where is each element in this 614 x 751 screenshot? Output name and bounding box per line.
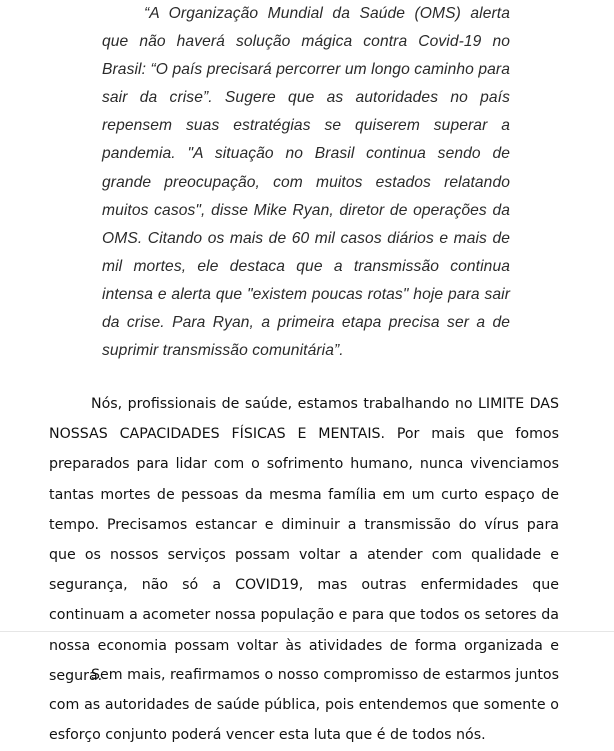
body-paragraph-health-professionals: Nós, profissionais de saúde, estamos trabalhando no LIMITE DAS NOSSAS CAPACIDADES FÍSICAS E MENTAIS. Por mais que fomos preparados para lidar com o sofrimento humano, nunca vivenciamos tantas mortes de pessoas da mesma família em um curto espaço de tempo. Precisamos estancar e diminuir a transmissão do vírus para que os nossos serviços possam voltar a atender com qualidade e segurança, não só a COVID19, mas outras enfermidades que continuam a acometer nossa população e para que todos os setores da nossa economia possam voltar às atividades de forma organizada e segura. [49,396,559,684]
body-paragraph-commitment: Sem mais, reafirmamos o nosso compromisso de estarmos juntos com as autoridades de saúde pública, pois entendemos que somente o esforço conjunto poderá vencer esta luta que é de todos nós. [49,667,559,744]
who-quote-paragraph: “A Organização Mundial da Saúde (OMS) alerta que não haverá solução mágica contra Covid-19 no Brasil: “O país precisará percorrer um longo caminho para sair da crise”. Sugere que as autoridades no país repensem suas estratégias se quiserem superar a pandemia. "A situação no Brasil continua sendo de grande preocupação, com muitos estados relatando muitos casos", disse Mike Ryan, diretor de operações da OMS. Citando os mais de 60 mil casos diários e mais de mil mortes, ele destaca que a transmissão continua intensa e alerta que "existem poucas rotas" hoje para sair da crise. Para Ryan, a primeira etapa precisa ser a de suprimir transmissão comunitária”. [102,5,510,360]
page-divider [0,631,614,632]
